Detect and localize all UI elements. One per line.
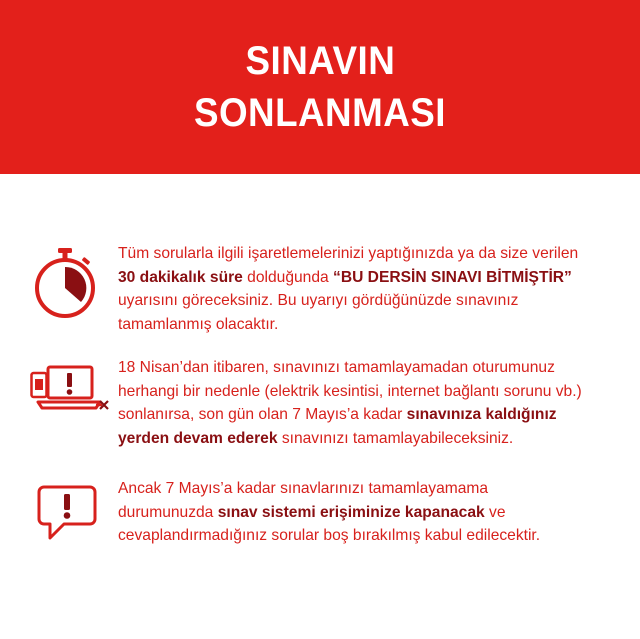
info-section-resume bbox=[0, 352, 640, 452]
time-limit-text bbox=[118, 242, 628, 336]
emphasis-resume-cont: yerden devam ederek bbox=[118, 429, 278, 447]
text-segment: herhangi bir nedenle (elektrik kesintisi, internet bağlantı sorunu vb.) bbox=[118, 382, 582, 400]
text-segment: Ancak 7 Mayıs’a kadar sınavlarınızı tamamlayamama bbox=[118, 480, 489, 497]
emphasis-warning-message: “BU DERSİN SINAVI BİTMİŞTİR” bbox=[333, 268, 572, 286]
warning-bubble-icon bbox=[36, 483, 116, 563]
text-segment: ve bbox=[484, 503, 506, 521]
page-title-line-1: SINAVIN bbox=[245, 39, 395, 83]
info-section-deadline bbox=[0, 477, 640, 567]
info-section-time-limit bbox=[0, 238, 640, 338]
text-segment: dolduğunda bbox=[242, 268, 334, 286]
text-segment: cevaplandırmadığınız sorular boş bırakılmış kabul edilecektir. bbox=[118, 527, 541, 544]
deadline-text bbox=[118, 477, 628, 548]
disconnected-devices-icon bbox=[30, 364, 110, 444]
text-segment: tamamlanmış olacaktır. bbox=[118, 315, 279, 333]
resume-text bbox=[118, 356, 628, 450]
text-segment: durumunuzda bbox=[118, 503, 218, 521]
text-segment: sınavınızı tamamlayabileceksiniz. bbox=[277, 429, 514, 447]
stopwatch-icon bbox=[30, 246, 110, 326]
text-segment: Tüm sorularla ilgili işaretlemelerinizi yaptığınızda ya da size verilen bbox=[118, 245, 579, 262]
title-banner bbox=[0, 0, 640, 174]
emphasis-duration: 30 dakikalık süre bbox=[118, 268, 243, 286]
text-segment: 18 Nisan’dan itibaren, sınavınızı tamamlayamadan oturumunuz bbox=[118, 359, 555, 376]
emphasis-access-closed: sınav sistemi erişiminize kapanacak bbox=[217, 503, 485, 521]
text-segment: uyarısını göreceksiniz. Bu uyarıyı gördüğünüzde sınavınız bbox=[118, 292, 519, 309]
emphasis-resume: sınavınıza kaldığınız bbox=[406, 406, 557, 423]
text-segment: sonlanırsa, son gün olan 7 Mayıs’a kadar bbox=[118, 406, 407, 423]
page-title-line-2: SONLANMASI bbox=[194, 91, 446, 135]
